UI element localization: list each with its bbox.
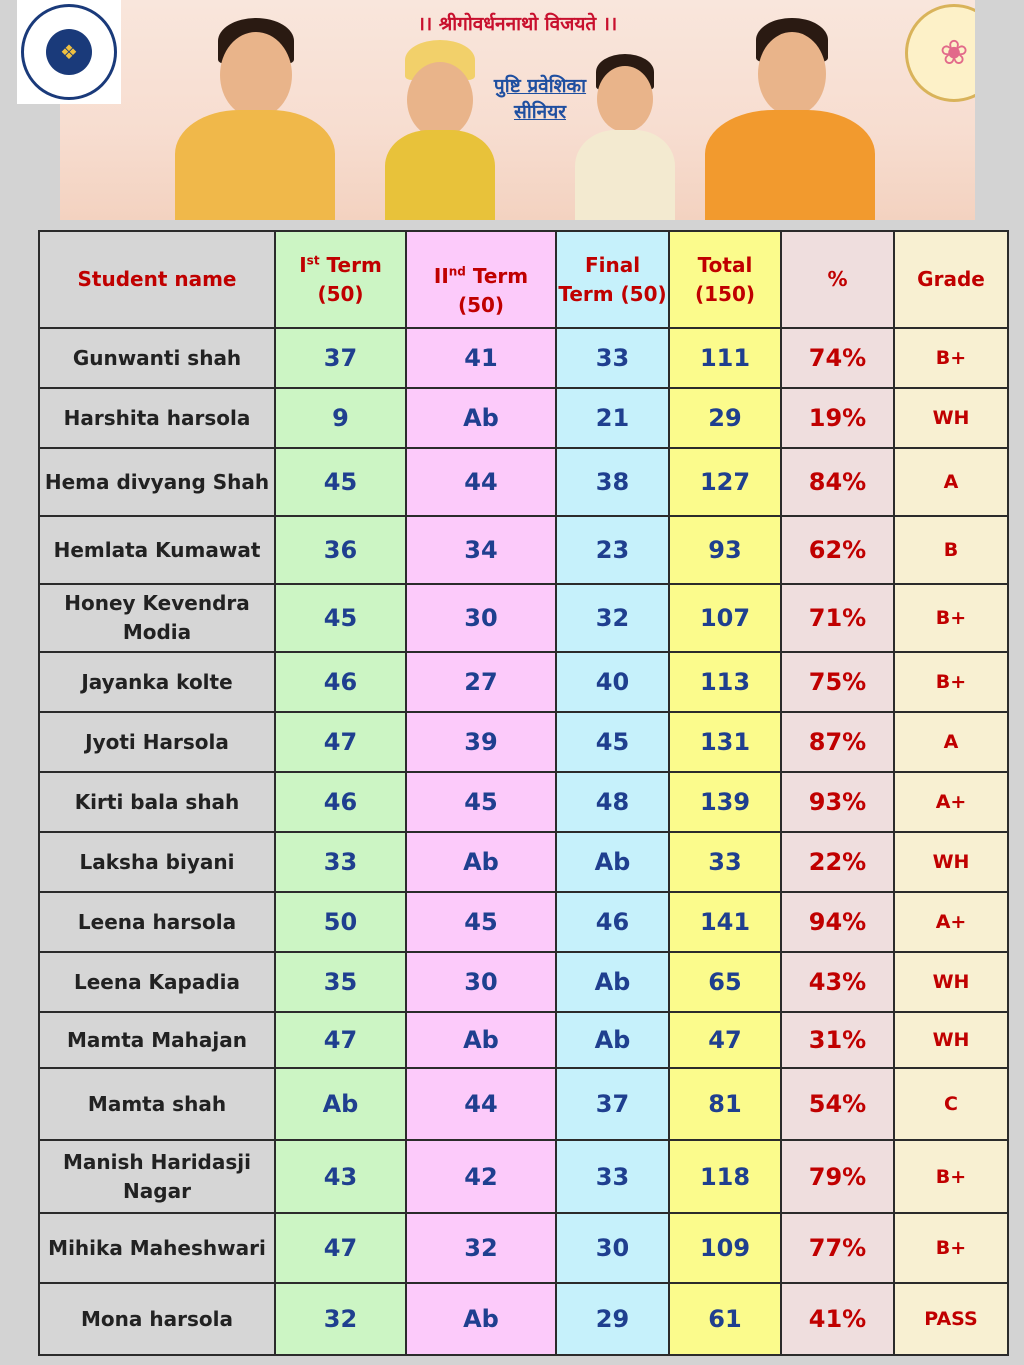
cell-total: 113 xyxy=(669,652,781,712)
cell-percent: 93% xyxy=(781,772,894,832)
cell-grade: B+ xyxy=(894,652,1008,712)
cell-term-1: 32 xyxy=(275,1283,406,1355)
cell-percent: 71% xyxy=(781,584,894,652)
cell-final-term: 21 xyxy=(556,388,669,448)
cell-total: 47 xyxy=(669,1012,781,1068)
cell-grade: A+ xyxy=(894,772,1008,832)
cell-term-1: 45 xyxy=(275,448,406,516)
cell-term-2: 32 xyxy=(406,1213,556,1283)
cell-term-2: 34 xyxy=(406,516,556,584)
cell-total: 29 xyxy=(669,388,781,448)
cell-total: 118 xyxy=(669,1140,781,1213)
table-row xyxy=(39,388,1008,448)
table-row xyxy=(39,832,1008,892)
cell-student-name: Kirti bala shah xyxy=(39,772,275,832)
cell-final-term: Ab xyxy=(556,952,669,1012)
cell-term-1: 47 xyxy=(275,1213,406,1283)
cell-grade: WH xyxy=(894,832,1008,892)
cell-total: 111 xyxy=(669,328,781,388)
cell-total: 33 xyxy=(669,832,781,892)
logo-left xyxy=(17,0,121,104)
cell-student-name: Jayanka kolte xyxy=(39,652,275,712)
cell-student-name: Mamta Mahajan xyxy=(39,1012,275,1068)
cell-total: 93 xyxy=(669,516,781,584)
cell-final-term: 29 xyxy=(556,1283,669,1355)
col-header-percent: % xyxy=(781,231,894,328)
cell-final-term: 33 xyxy=(556,1140,669,1213)
cell-term-1: 37 xyxy=(275,328,406,388)
cell-total: 141 xyxy=(669,892,781,952)
col-header-total: Total (150) xyxy=(669,231,781,328)
cell-term-1: Ab xyxy=(275,1068,406,1140)
lotus-icon: ❀ xyxy=(939,33,969,73)
table-row xyxy=(39,892,1008,952)
portrait-figure-1 xyxy=(170,10,340,220)
cell-term-1: 9 xyxy=(275,388,406,448)
table-row xyxy=(39,516,1008,584)
portrait-figure-2 xyxy=(375,40,505,220)
table-row xyxy=(39,652,1008,712)
vidyapeeth-seal xyxy=(21,4,117,100)
cell-percent: 31% xyxy=(781,1012,894,1068)
cell-student-name: Harshita harsola xyxy=(39,388,275,448)
cell-grade: A+ xyxy=(894,892,1008,952)
portrait-figure-3 xyxy=(570,50,680,220)
cell-percent: 43% xyxy=(781,952,894,1012)
cell-final-term: Ab xyxy=(556,1012,669,1068)
cell-term-1: 33 xyxy=(275,832,406,892)
cell-grade: B+ xyxy=(894,328,1008,388)
cell-percent: 41% xyxy=(781,1283,894,1355)
col-header-final-term: Final Term (50) xyxy=(556,231,669,328)
cell-term-2: Ab xyxy=(406,1012,556,1068)
cell-term-1: 43 xyxy=(275,1140,406,1213)
cell-student-name: Honey Kevendra Modia xyxy=(39,584,275,652)
cell-final-term: 23 xyxy=(556,516,669,584)
cell-percent: 62% xyxy=(781,516,894,584)
cell-percent: 87% xyxy=(781,712,894,772)
cell-total: 65 xyxy=(669,952,781,1012)
cell-term-2: Ab xyxy=(406,388,556,448)
cell-grade: B+ xyxy=(894,584,1008,652)
cell-term-1: 45 xyxy=(275,584,406,652)
cell-percent: 54% xyxy=(781,1068,894,1140)
cell-grade: WH xyxy=(894,388,1008,448)
cell-student-name: Manish Haridasji Nagar xyxy=(39,1140,275,1213)
cell-term-2: 30 xyxy=(406,952,556,1012)
cell-percent: 75% xyxy=(781,652,894,712)
cell-grade: A xyxy=(894,712,1008,772)
table-header-row xyxy=(39,231,1008,328)
cell-student-name: Hemlata Kumawat xyxy=(39,516,275,584)
cell-final-term: 33 xyxy=(556,328,669,388)
cell-percent: 84% xyxy=(781,448,894,516)
cell-grade: WH xyxy=(894,952,1008,1012)
cell-term-1: 50 xyxy=(275,892,406,952)
cell-grade: WH xyxy=(894,1012,1008,1068)
results-table xyxy=(38,230,1009,1356)
cell-final-term: Ab xyxy=(556,832,669,892)
cell-final-term: 46 xyxy=(556,892,669,952)
cell-final-term: 45 xyxy=(556,712,669,772)
book-emblem-icon: ❖ xyxy=(46,29,92,75)
cell-grade: B xyxy=(894,516,1008,584)
portrait-figure-4 xyxy=(700,10,880,220)
course-title: पुष्टि प्रवेशिका xyxy=(493,75,587,97)
cell-term-1: 46 xyxy=(275,772,406,832)
course-level: सीनियर xyxy=(513,101,567,123)
col-header-term-1: Ist Term (50) xyxy=(275,231,406,328)
cell-final-term: 38 xyxy=(556,448,669,516)
cell-grade: C xyxy=(894,1068,1008,1140)
cell-term-2: 39 xyxy=(406,712,556,772)
table-row xyxy=(39,772,1008,832)
invocation-heading: ।। श्रीगोवर्धननाथो विजयते ।। xyxy=(417,13,618,35)
cell-student-name: Leena Kapadia xyxy=(39,952,275,1012)
header-banner xyxy=(60,0,975,220)
table-row xyxy=(39,328,1008,388)
cell-term-2: 44 xyxy=(406,1068,556,1140)
cell-grade: PASS xyxy=(894,1283,1008,1355)
cell-percent: 77% xyxy=(781,1213,894,1283)
cell-term-1: 47 xyxy=(275,712,406,772)
cell-total: 109 xyxy=(669,1213,781,1283)
cell-total: 139 xyxy=(669,772,781,832)
cell-term-1: 35 xyxy=(275,952,406,1012)
cell-percent: 22% xyxy=(781,832,894,892)
cell-term-2: 45 xyxy=(406,772,556,832)
cell-term-2: Ab xyxy=(406,832,556,892)
table-row xyxy=(39,1213,1008,1283)
cell-total: 107 xyxy=(669,584,781,652)
cell-final-term: 37 xyxy=(556,1068,669,1140)
cell-student-name: Mamta shah xyxy=(39,1068,275,1140)
cell-student-name: Laksha biyani xyxy=(39,832,275,892)
cell-total: 127 xyxy=(669,448,781,516)
cell-final-term: 30 xyxy=(556,1213,669,1283)
table-row xyxy=(39,584,1008,652)
cell-student-name: Gunwanti shah xyxy=(39,328,275,388)
cell-total: 131 xyxy=(669,712,781,772)
table-row xyxy=(39,1140,1008,1213)
cell-final-term: 32 xyxy=(556,584,669,652)
col-header-grade: Grade xyxy=(894,231,1008,328)
cell-term-2: 45 xyxy=(406,892,556,952)
cell-term-1: 47 xyxy=(275,1012,406,1068)
col-header-student-name: Student name xyxy=(39,231,275,328)
cell-total: 61 xyxy=(669,1283,781,1355)
cell-percent: 19% xyxy=(781,388,894,448)
col-header-term-2: IInd Term (50) xyxy=(406,231,556,328)
cell-percent: 94% xyxy=(781,892,894,952)
cell-final-term: 48 xyxy=(556,772,669,832)
cell-term-1: 36 xyxy=(275,516,406,584)
cell-term-2: 42 xyxy=(406,1140,556,1213)
cell-student-name: Leena harsola xyxy=(39,892,275,952)
cell-percent: 79% xyxy=(781,1140,894,1213)
cell-term-1: 46 xyxy=(275,652,406,712)
cell-student-name: Hema divyang Shah xyxy=(39,448,275,516)
table-row xyxy=(39,1068,1008,1140)
cell-total: 81 xyxy=(669,1068,781,1140)
cell-student-name: Mona harsola xyxy=(39,1283,275,1355)
cell-percent: 74% xyxy=(781,328,894,388)
cell-student-name: Mihika Maheshwari xyxy=(39,1213,275,1283)
cell-term-2: 41 xyxy=(406,328,556,388)
cell-student-name: Jyoti Harsola xyxy=(39,712,275,772)
cell-term-2: 44 xyxy=(406,448,556,516)
table-row xyxy=(39,712,1008,772)
cell-term-2: 30 xyxy=(406,584,556,652)
table-row xyxy=(39,448,1008,516)
cell-grade: A xyxy=(894,448,1008,516)
cell-term-2: Ab xyxy=(406,1283,556,1355)
table-row xyxy=(39,952,1008,1012)
cell-grade: B+ xyxy=(894,1140,1008,1213)
cell-term-2: 27 xyxy=(406,652,556,712)
cell-final-term: 40 xyxy=(556,652,669,712)
table-row xyxy=(39,1283,1008,1355)
cell-grade: B+ xyxy=(894,1213,1008,1283)
table-row xyxy=(39,1012,1008,1068)
